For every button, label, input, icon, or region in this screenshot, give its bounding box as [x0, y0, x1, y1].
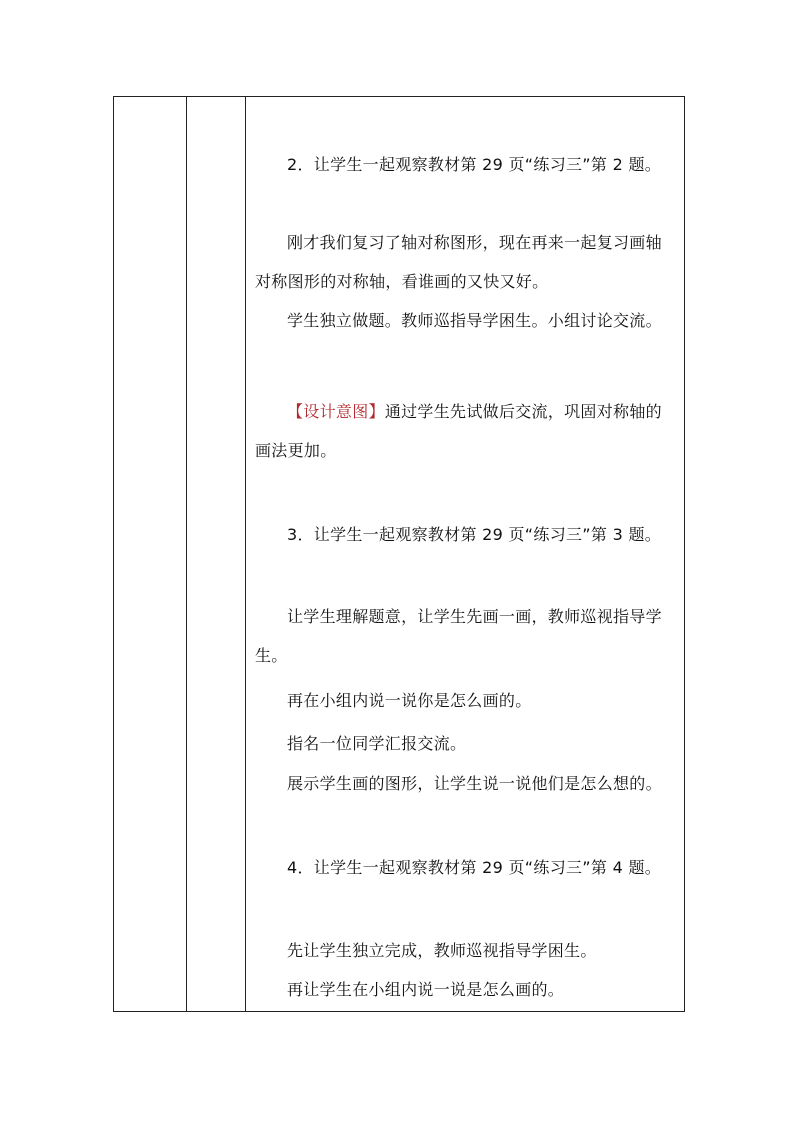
- design-intent-tag: 【设计意图】: [287, 402, 385, 421]
- lesson-plan-table: [113, 96, 685, 1012]
- paragraph-show-figures: 展示学生画的图形，让学生说一说他们是怎么想的。: [287, 774, 662, 793]
- table-column-2: [187, 97, 246, 1011]
- paragraph-design-intent: [255, 392, 678, 470]
- paragraph-explain-drawing: 再让学生在小组内说一说是怎么画的。: [287, 980, 565, 999]
- paragraph-exercise-4: 4．让学生一起观察教材第 29 页“练习三”第 4 题。: [287, 858, 662, 877]
- paragraph-exercise-3: 3．让学生一起观察教材第 29 页“练习三”第 3 题。: [287, 525, 662, 544]
- paragraph-report: 指名一位同学汇报交流。: [287, 734, 467, 753]
- paragraph-independent-work: 学生独立做题。教师巡指导学困生。小组讨论交流。: [287, 311, 662, 330]
- table-column-content: [246, 97, 684, 1011]
- paragraph-complete-independently: 先让学生独立完成，教师巡视指导学困生。: [287, 941, 597, 960]
- design-intent-text: 通过学生先试做后交流，巩固对称轴的画法更加。: [255, 402, 662, 460]
- paragraph-review-axis: 刚才我们复习了轴对称图形，现在再来一起复习画轴对称图形的对称轴，看谁画的又快又好。: [255, 233, 662, 291]
- paragraph-understand-task: 让学生理解题意，让学生先画一画，教师巡视指导学生。: [255, 607, 662, 665]
- paragraph-group-discuss: 再在小组内说一说你是怎么画的。: [287, 691, 532, 710]
- table-column-1: [114, 97, 187, 1011]
- paragraph-exercise-2: 2．让学生一起观察教材第 29 页“练习三”第 2 题。: [287, 155, 662, 174]
